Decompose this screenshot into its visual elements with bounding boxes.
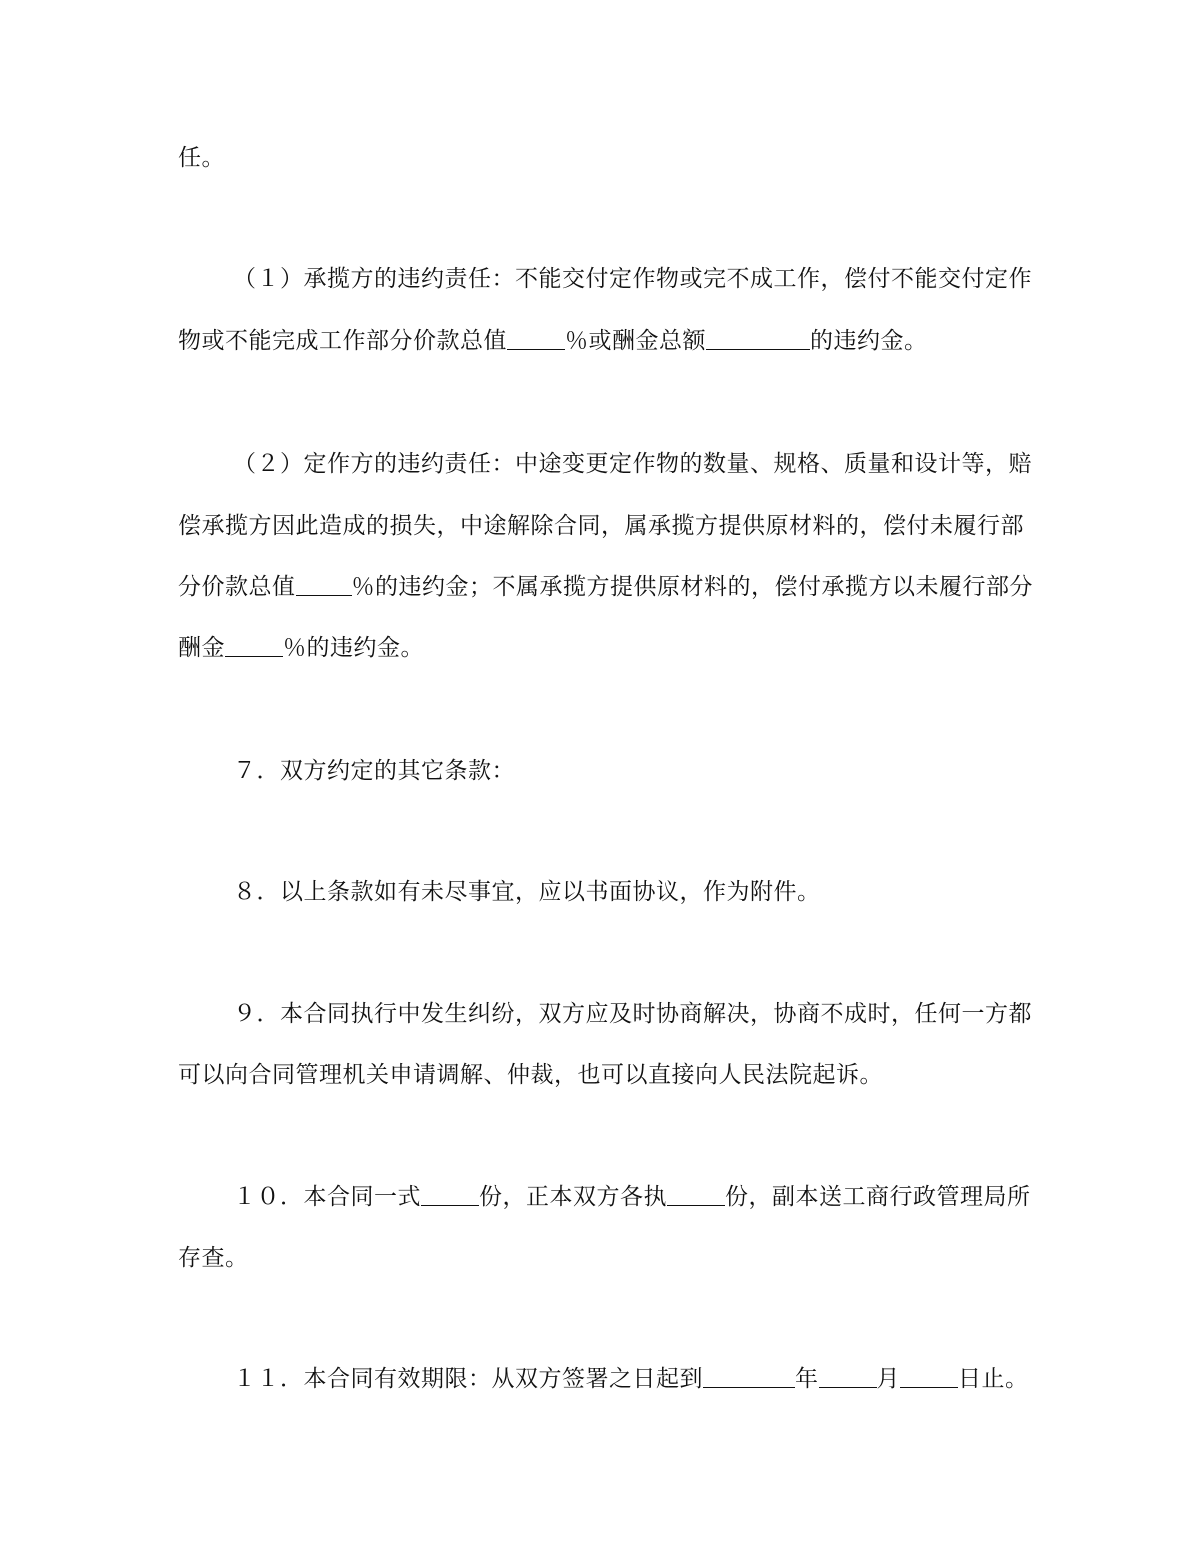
text: ７．双方约定的其它条款： bbox=[233, 758, 515, 784]
text: 可以向合同管理机关申请调解、仲裁，也可以直接向人民法院起诉。 bbox=[178, 1062, 883, 1088]
clause-8 bbox=[233, 877, 821, 907]
text: ％的违约金；不属承揽方提供原材料的，偿付承揽方以未履行部分 bbox=[351, 574, 1033, 600]
text: 份，副本送工商行政管理局所 bbox=[725, 1184, 1031, 1210]
text: 存查。 bbox=[178, 1245, 249, 1271]
text: 日止。 bbox=[958, 1366, 1029, 1392]
fill-in-blank-month bbox=[819, 1365, 877, 1388]
fill-in-blank bbox=[421, 1183, 479, 1206]
clause-6-1-line-1 bbox=[233, 264, 1032, 294]
fill-in-blank-year bbox=[703, 1365, 795, 1388]
fill-in-blank bbox=[706, 327, 810, 350]
text: （１）承揽方的违约责任：不能交付定作物或完不成工作，偿付不能交付定作 bbox=[233, 266, 1032, 292]
clause-9-line-2 bbox=[178, 1060, 883, 1090]
text: 酬金 bbox=[178, 635, 225, 661]
text: 月 bbox=[876, 1366, 900, 1392]
text: （２）定作方的违约责任：中途变更定作物的数量、规格、质量和设计等，赔 bbox=[233, 451, 1032, 477]
clause-6-2-line-2 bbox=[178, 511, 1024, 541]
text: ％的违约金。 bbox=[283, 635, 424, 661]
text: 份，正本双方各执 bbox=[479, 1184, 667, 1210]
text: 年 bbox=[795, 1366, 819, 1392]
clause-6-2-line-4 bbox=[178, 633, 424, 663]
text: 任。 bbox=[178, 145, 225, 171]
clause-7 bbox=[233, 756, 515, 786]
clause-6-2-line-3 bbox=[178, 572, 1033, 602]
clause-6-2-line-1 bbox=[233, 449, 1032, 479]
text: ９．本合同执行中发生纠纷，双方应及时协商解决，协商不成时，任何一方都 bbox=[233, 1001, 1032, 1027]
clause-9-line-1 bbox=[233, 999, 1032, 1029]
text: ８．以上条款如有未尽事宜，应以书面协议，作为附件。 bbox=[233, 879, 821, 905]
continued-text-line bbox=[178, 143, 225, 173]
clause-10-line-2 bbox=[178, 1243, 249, 1273]
fill-in-blank bbox=[296, 573, 352, 596]
text: １０．本合同一式 bbox=[233, 1184, 421, 1210]
fill-in-blank-day bbox=[900, 1365, 958, 1388]
clause-6-1-line-2 bbox=[178, 326, 928, 356]
fill-in-blank bbox=[667, 1183, 725, 1206]
fill-in-blank bbox=[507, 327, 565, 350]
clause-10-line-1 bbox=[233, 1182, 1031, 1212]
text: ％或酬金总额 bbox=[565, 328, 706, 354]
clause-11 bbox=[233, 1364, 1029, 1394]
text: 偿承揽方因此造成的损失，中途解除合同，属承揽方提供原材料的，偿付未履行部 bbox=[178, 513, 1024, 539]
text: 分价款总值 bbox=[178, 574, 296, 600]
text: 的违约金。 bbox=[810, 328, 928, 354]
text: 物或不能完成工作部分价款总值 bbox=[178, 328, 507, 354]
text: １１．本合同有效期限：从双方签署之日起到 bbox=[233, 1366, 703, 1392]
fill-in-blank bbox=[225, 634, 283, 657]
